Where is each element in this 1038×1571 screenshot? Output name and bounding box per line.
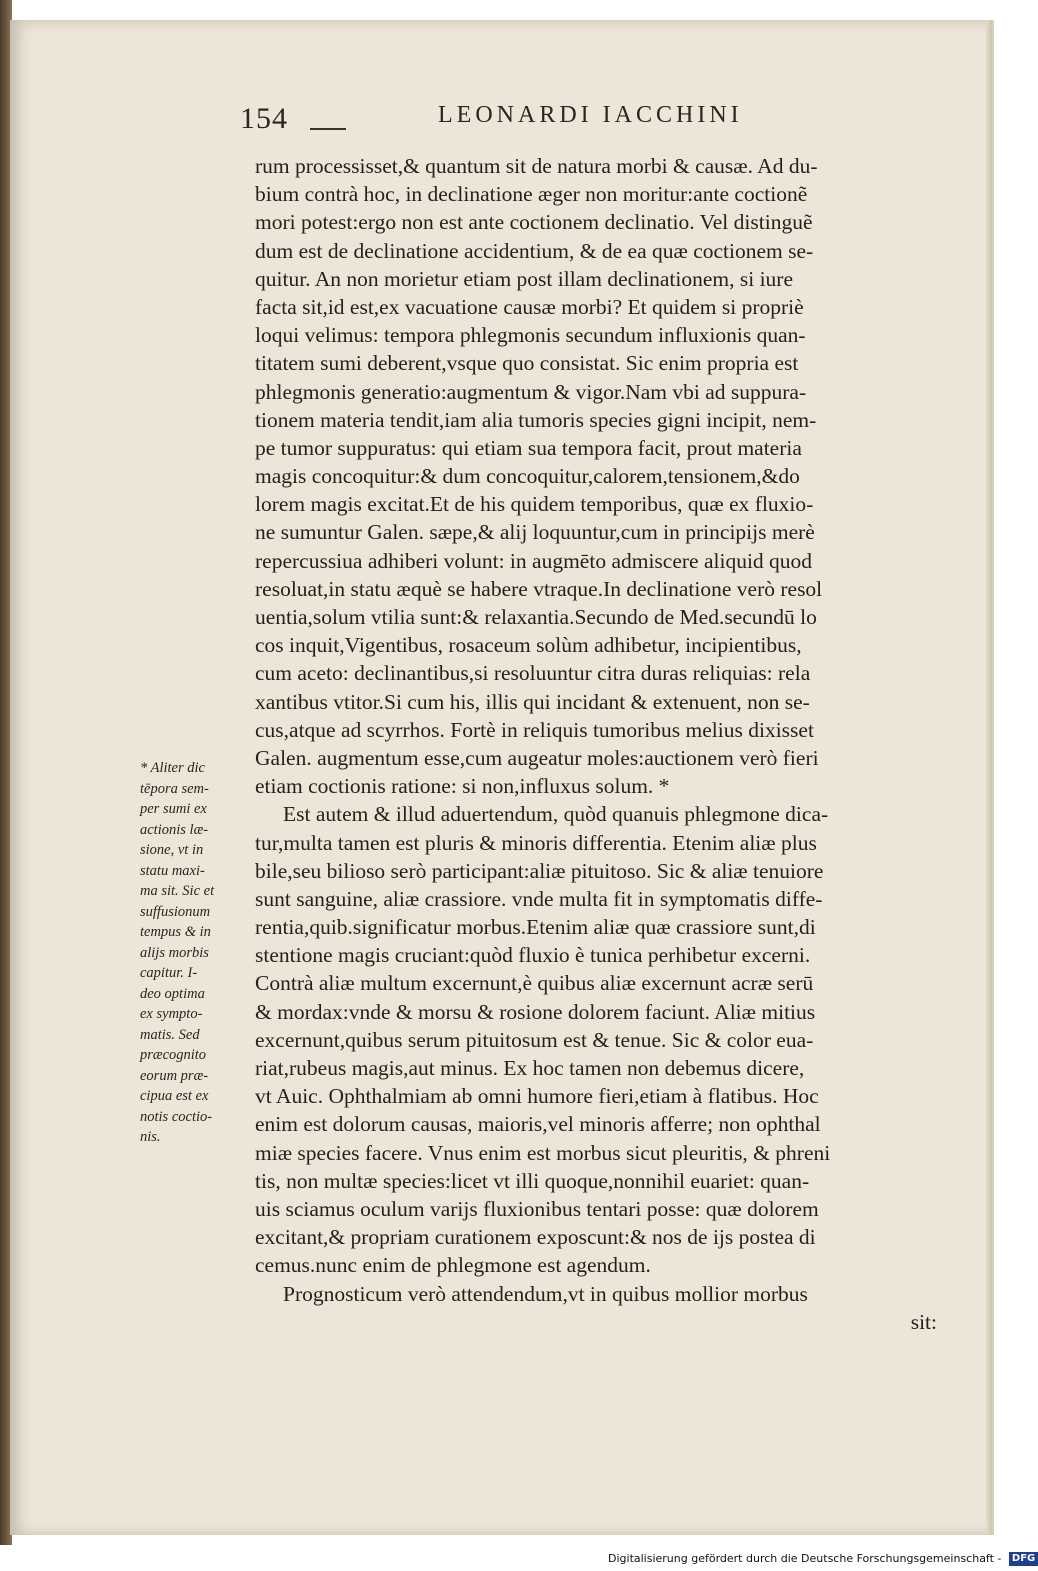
page-edge xyxy=(986,20,992,1535)
text-line: tur,multa tamen est pluris & minoris differentia. Etenim aliæ plus xyxy=(255,830,817,855)
margin-note-line: per sumi ex xyxy=(140,801,207,817)
page-number: 154 xyxy=(240,102,288,135)
text-line: titatem sumi deberent,vsque quo consistat. Sic enim propria est xyxy=(255,351,799,376)
text-line: mori potest:ergo non est ante coctionem declinatio. Vel distinguẽ xyxy=(255,210,813,235)
margin-note-line: matis. Sed xyxy=(140,1026,200,1043)
footer-text: Digitalisierung gefördert durch die Deutsche Forschungsgemeinschaft - xyxy=(608,1552,1002,1565)
text-line: etiam coctionis ratione: si non,influxus solum. * xyxy=(255,774,670,799)
text-line: Est autem & illud aduertendum, quòd quanuis phlegmone dica- xyxy=(283,802,829,827)
digitization-footer xyxy=(608,1550,1038,1568)
text-line: quitur. An non morietur etiam post illam declinationem, si iure xyxy=(255,266,794,291)
text-line: vt Auic. Ophthalmiam ab omni humore fieri,etiam à flatibus. Hoc xyxy=(255,1084,819,1109)
text-line: uis sciamus oculum varijs fluxionibus tentari posse: quæ dolorem xyxy=(255,1196,819,1221)
margin-note-line: eorum præ- xyxy=(140,1067,209,1084)
text-line: repercussiua adhiberi volunt: in augmēto admiscere aliquid quod xyxy=(255,548,813,573)
running-head xyxy=(240,102,800,142)
margin-note-line: nis. xyxy=(140,1129,161,1145)
text-line: sit: xyxy=(910,1309,937,1334)
text-line: stentione magis cruciant:quòd fluxio è tunica perhibetur excerni. xyxy=(255,943,811,968)
author-name: LEONARDI IACCHINI xyxy=(438,102,743,128)
margin-note-line: cipua est ex xyxy=(140,1088,209,1104)
margin-note-line: statu maxi- xyxy=(140,862,205,879)
text-line: loqui velimus: tempora phlegmonis secundum influxionis quan- xyxy=(255,323,806,348)
margin-note-line: ex sympto- xyxy=(140,1006,203,1022)
dfg-logo: DFG xyxy=(1009,1552,1038,1566)
text-line: rum processisset,& quantum sit de natura morbi & causæ. Ad du- xyxy=(255,154,818,178)
text-line: cus,atque ad scyrrhos. Fortè in reliquis tumoribus melius dixisset xyxy=(255,717,814,742)
text-line: magis concoquitur:& dum concoquitur,calorem,tensionem,&do xyxy=(255,464,800,489)
text-line: pe tumor suppuratus: qui etiam sua tempora facit, prout materia xyxy=(255,435,802,460)
margin-note-line: alijs morbis xyxy=(140,944,209,961)
margin-note-line: capitur. I- xyxy=(140,965,198,981)
text-line: cos inquit,Vigentibus, rosaceum solùm adhibetur, incipientibus, xyxy=(255,633,802,658)
text-line: miæ species facere. Vnus enim est morbus sicut pleuritis, & phreni xyxy=(255,1140,831,1165)
text-line: tionem materia tendit,iam alia tumoris species gigni incipit, nem- xyxy=(255,407,817,432)
text-line: sunt sanguine, aliæ crassiore. vnde multa fit in symptomatis diffe- xyxy=(255,886,823,911)
text-line: bile,seu bilioso serò participant:aliæ pituitoso. Sic & aliæ tenuiore xyxy=(255,858,824,883)
text-line: cemus.nunc enim de phlegmone est agendum. xyxy=(255,1253,651,1278)
text-line: ne sumuntur Galen. sæpe,& alij loquuntur,cum in principijs merè xyxy=(255,520,815,545)
text-line: xantibus vtitor.Si cum his, illis qui incidant & extenuent, non se- xyxy=(255,689,810,714)
head-rule xyxy=(310,128,346,130)
text-line: enim est dolorum causas, maioris,vel minoris afferre; non ophthal xyxy=(255,1112,821,1137)
margin-note-line: tēpora sem- xyxy=(140,780,209,797)
text-line: Galen. augmentum esse,cum augeatur moles:auctionem verò fieri xyxy=(255,745,819,770)
text-line: excitant,& propriam curationem exposcunt:& nos de ijs postea di xyxy=(255,1225,816,1250)
margin-note-line: actionis læ- xyxy=(140,821,209,838)
main-text-block xyxy=(255,152,945,1336)
margin-note-line: ma sit. Sic et xyxy=(140,883,215,899)
text-line: phlegmonis generatio:augmentum & vigor.Nam vbi ad suppura- xyxy=(255,379,807,404)
text-line: bium contrà hoc, in declinatione æger non moritur:ante coctionẽ xyxy=(255,182,808,207)
text-line: riat,rubeus magis,aut minus. Ex hoc tamen non debemus dicere, xyxy=(255,1056,805,1080)
text-line: dum est de declinatione accidentium, & de ea quæ coctionem se- xyxy=(255,238,814,263)
margin-note-line: præcognito xyxy=(140,1047,207,1063)
text-line: & mordax:vnde & morsu & rosione dolorem faciunt. Aliæ mitius xyxy=(255,999,816,1024)
text-line: cum aceto: declinantibus,si resoluuntur citra duras reliquias: rela xyxy=(255,661,811,686)
margin-note-line: deo optima xyxy=(140,985,205,1002)
text-line: uentia,solum vtilia sunt:& relaxantia.Secundo de Med.secundū lo xyxy=(255,605,817,629)
margin-note-line: tempus & in xyxy=(140,924,211,940)
text-line: excernunt,quibus serum pituitosum est & tenue. Sic & color eua- xyxy=(255,1027,814,1052)
text-line: tis, non multæ species:licet vt illi quoque,nonnihil euariet: quan- xyxy=(255,1168,810,1193)
margin-note-line: suffusionum xyxy=(140,903,211,920)
margin-note-line: * Aliter dic xyxy=(140,760,205,776)
margin-note xyxy=(140,758,260,1148)
text-line: rentia,quib.significatur morbus.Etenim aliæ quæ crassiore sunt,di xyxy=(255,915,816,940)
text-line: Prognosticum verò attendendum,vt in quibus mollior morbus xyxy=(283,1281,808,1306)
text-line: Contrà aliæ multum excernunt,è quibus aliæ excernunt acræ serū xyxy=(255,971,814,996)
text-line: facta sit,id est,ex vacuatione causæ morbi? Et quidem si propriè xyxy=(255,294,804,319)
margin-note-line: sione, vt in xyxy=(140,842,204,858)
text-line: resoluat,in statu æquè se habere vtraque.In declinatione verò resol xyxy=(255,576,823,601)
text-line: lorem magis excitat.Et de his quidem temporibus, quæ ex fluxio- xyxy=(255,492,814,517)
margin-note-line: notis coctio- xyxy=(140,1108,213,1125)
